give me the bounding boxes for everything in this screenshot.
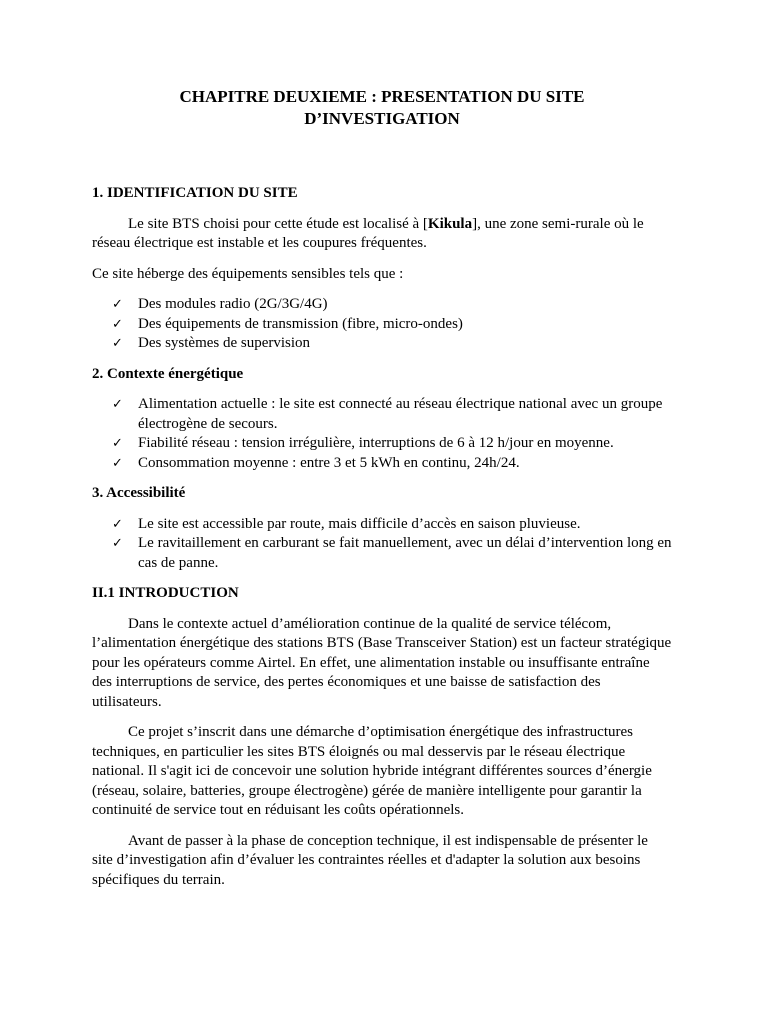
energy-context-list xyxy=(92,395,672,473)
chapter-title xyxy=(92,86,672,130)
paragraph-introduction-1: Dans le contexte actuel d’amélioration continue de la qualité de service télécom, l’alimentation énergétique des stations BTS (Base Transceiver Station) est un facteur stratégique pour les opérateurs comme Airtel. En effet, une alimentation instable ou insuffisante entraîne des interruptions de service, des pertes économiques et une baisse de satisfaction des utilisateurs. xyxy=(92,615,672,710)
list-item: ✓ Fiabilité réseau : tension irrégulière, interruptions de 6 à 12 h/jour en moyenne. xyxy=(138,434,672,454)
checkmark-icon: ✓ xyxy=(112,516,123,532)
chapter-title-line-1: CHAPITRE DEUXIEME : PRESENTATION DU SITE xyxy=(179,87,585,106)
section-heading-energy-context: 2. Contexte énergétique xyxy=(92,365,244,382)
list-item: ✓ Consommation moyenne : entre 3 et 5 kWh en continu, 24h/24. xyxy=(138,454,672,474)
list-item: ✓ Le site est accessible par route, mais difficile d’accès en saison pluvieuse. xyxy=(138,515,672,535)
paragraph-introduction-2: Ce projet s’inscrit dans une démarche d’optimisation énergétique des infrastructures techniques, en particulier les sites BTS éloignés ou mal desservis par le réseau électrique national. Il s'agit ici de concevoir une solution hybride intégrant différentes sources d’énergie (réseau, solaire, batteries, groupe électrogène) gérée de manière intelligente pour garantir la continuité de service tout en réduisant les coûts opérationnels. xyxy=(92,724,652,818)
paragraph-site-location xyxy=(92,215,672,254)
checkmark-icon: ✓ xyxy=(112,316,123,332)
checkmark-icon: ✓ xyxy=(112,436,123,451)
checkmark-icon: ✓ xyxy=(112,336,123,351)
site-name-bold: Kikula xyxy=(427,215,473,232)
checkmark-icon: ✓ xyxy=(112,297,123,312)
checkmark-icon: ✓ xyxy=(112,397,123,412)
equipment-list xyxy=(92,295,672,354)
section-heading-accessibility: 3. Accessibilité xyxy=(92,485,186,501)
list-item: ✓ Des systèmes de supervision xyxy=(138,334,672,354)
list-item: ✓ Alimentation actuelle : le site est connecté au réseau électrique national avec un groupe électrogène de secours. xyxy=(112,396,663,432)
list-item: ✓ Des équipements de transmission (fibre, micro-ondes) xyxy=(138,315,672,335)
checkmark-icon: ✓ xyxy=(112,455,123,471)
chapter-title-line-2: D’INVESTIGATION xyxy=(304,109,460,128)
list-item: ✓ Le ravitaillement en carburant se fait manuellement, avec un délai d’intervention long en cas de panne. xyxy=(112,535,672,571)
paragraph-equipment-intro: Ce site héberge des équipements sensibles tels que : xyxy=(92,265,404,282)
section-heading-identification: 1. IDENTIFICATION DU SITE xyxy=(92,185,298,201)
paragraph-introduction-3: Avant de passer à la phase de conception technique, il est indispensable de présenter le site d’investigation afin d’évaluer les contraintes réelles et d'adapter la solution aux besoins spécifiques du terrain. xyxy=(92,832,648,888)
text-run: ], une zone semi-rurale où le réseau électrique est instable et les coupures fréquentes. xyxy=(92,215,644,251)
list-item: ✓ Des modules radio (2G/3G/4G) xyxy=(138,295,672,315)
text-run: Le site BTS choisi pour cette étude est localisé à [ xyxy=(128,215,428,232)
section-heading-introduction: II.1 INTRODUCTION xyxy=(92,585,239,601)
accessibility-list xyxy=(92,515,672,574)
checkmark-icon: ✓ xyxy=(112,536,123,551)
